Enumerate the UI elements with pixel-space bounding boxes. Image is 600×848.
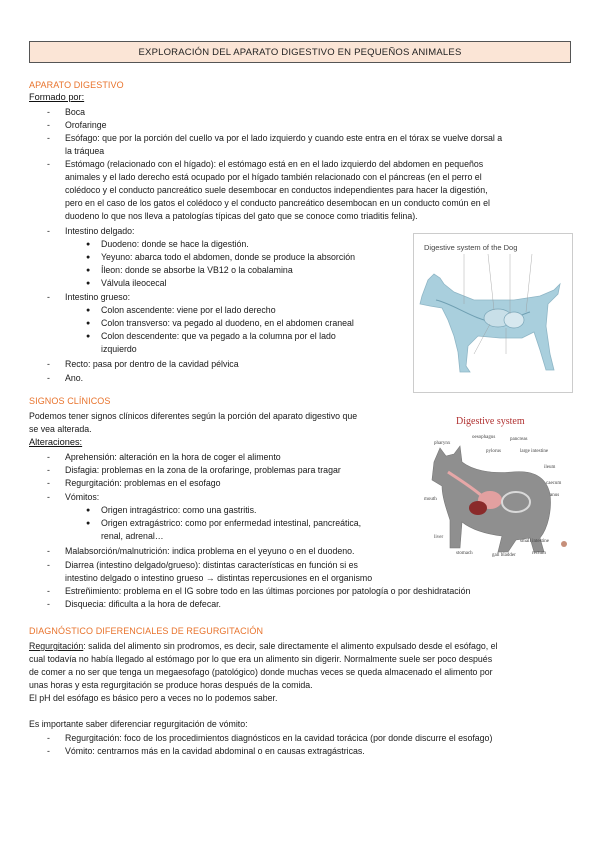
- label-pancreas: pancreas: [510, 437, 528, 442]
- formado-por-label: Formado por:: [29, 92, 85, 102]
- label-caecum: caecum: [546, 481, 562, 486]
- list-item: Vómito: centrarnos más en la cavidad abdominal o en causas extragástricas.: [65, 746, 365, 756]
- dot-bullet: ●: [86, 241, 91, 248]
- dash-bullet: -: [47, 733, 50, 743]
- regurgitacion-def-text: : salida del alimento sin prodromos, es decir, sale directamente el alimento expulsado desde el esófago, el: [83, 641, 498, 651]
- list-item-cont: duodeno lo que nos lleva a patologías típicas del gato que se conoce como triaditis felina).: [65, 211, 418, 221]
- list-item: Ano.: [65, 373, 84, 383]
- sub-item: Íleon: donde se absorbe la VB12 o la cobalamina: [101, 265, 293, 275]
- dash-bullet: -: [47, 465, 50, 475]
- list-item: Vómitos:: [65, 492, 100, 502]
- cat-digestive-figure: [420, 410, 574, 570]
- dash-bullet: -: [47, 492, 50, 502]
- list-item: Aprehensión: alteración en la hora de coger el alimento: [65, 452, 281, 462]
- paragraph-line: cual todavía no había llegado al estómago por lo que era un alimento sin digerir. Normalmente suele ser poco después: [29, 654, 493, 664]
- list-item: Estómago (relacionado con el hígado): el estómago está en en el lado izquierdo del abdomen en pequeños: [65, 159, 484, 169]
- label-liver: liver: [434, 535, 444, 540]
- cat-illustration: [420, 410, 574, 570]
- list-item-cont: animales y el lado derecho está ocupado por el hígado también relacionado con el páncreas (en el perro el: [65, 172, 482, 182]
- list-item: Estreñimiento: problema en el IG sobre todo en las últimas porciones por patología o por deshidratación: [65, 586, 471, 596]
- signos-intro: Podemos tener signos clínicos diferentes según la porción del aparato digestivo que: [29, 411, 358, 421]
- dot-bullet: ●: [86, 520, 91, 527]
- dash-bullet: -: [47, 746, 50, 756]
- sub-item-cont: renal, adrenal…: [101, 531, 164, 541]
- dot-bullet: ●: [86, 254, 91, 261]
- section-heading-diagnostico: DIAGNÓSTICO DIFERENCIALES DE REGURGITACIÓN: [29, 626, 264, 636]
- label-large-intestine: large intestine: [520, 449, 549, 454]
- label-ileum: ileum: [544, 465, 556, 470]
- label-anus: anus: [550, 493, 560, 498]
- regurgitacion-def: [29, 640, 573, 653]
- list-item: Disquecia: dificulta a la hora de defecar.: [65, 599, 221, 609]
- dash-bullet: -: [47, 292, 50, 302]
- paragraph-line: de comer a no ser que tenga un megaesofago (patológico) donde muchas veces se queda almacenado el alimento por: [29, 667, 493, 677]
- regurgitacion-term: Regurgitación: [29, 641, 84, 651]
- dot-bullet: ●: [86, 507, 91, 514]
- dog-illustration: [414, 234, 572, 392]
- sub-item-cont: izquierdo: [101, 344, 137, 354]
- list-item: Disfagia: problemas en la zona de la orofaringe, problemas para tragar: [65, 465, 341, 475]
- dash-bullet: -: [47, 133, 50, 143]
- section-heading-aparato: APARATO DIGESTIVO: [29, 80, 124, 90]
- list-item: Regurgitación: problemas en el esofago: [65, 478, 221, 488]
- label-oesophagus: oesophagus: [472, 435, 496, 440]
- dash-bullet: -: [47, 107, 50, 117]
- dot-bullet: ●: [86, 320, 91, 327]
- dash-bullet: -: [47, 546, 50, 556]
- list-item-cont: intestino delgado o intestino grueso → distintas repercusiones en el organismo: [65, 573, 373, 583]
- list-item: Regurgitación: foco de los procedimientos diagnósticos en la cavidad torácica (por donde discurre el esofago): [65, 733, 493, 743]
- label-small-intestine: small intestine: [520, 539, 550, 544]
- list-item: Malabsorción/malnutrición: indica problema en el yeyuno o en el duodeno.: [65, 546, 355, 556]
- sub-item: Origen intragástrico: como una gastritis.: [101, 505, 257, 515]
- dash-bullet: -: [47, 560, 50, 570]
- dash-bullet: -: [47, 478, 50, 488]
- dot-bullet: ●: [86, 307, 91, 314]
- sub-item: Colon ascendente: viene por el lado derecho: [101, 305, 276, 315]
- list-item-cont: pero en el caso de los gatos el colédoco y el conducto pancreático desembocan en un conducto común en el: [65, 198, 490, 208]
- list-item: Esófago: que por la porción del cuello va por el lado izquierdo y cuando este entra en el tórax se vuelve dorsal a: [65, 133, 503, 143]
- dash-bullet: -: [47, 586, 50, 596]
- dash-bullet: -: [47, 599, 50, 609]
- sub-item: Colon descendente: que va pegado a la columna por el lado: [101, 331, 336, 341]
- list-item: Intestino delgado:: [65, 226, 135, 236]
- cat-figure-caption: Digestive system: [456, 416, 525, 427]
- label-mouth: mouth: [424, 497, 437, 502]
- dot-bullet: ●: [86, 280, 91, 287]
- dash-bullet: -: [47, 452, 50, 462]
- dash-bullet: -: [47, 120, 50, 130]
- page-title: EXPLORACIÓN DEL APARATO DIGESTIVO EN PEQUEÑOS ANIMALES: [29, 41, 571, 63]
- list-item-cont: colédoco y el conducto pancreático suele desembocar en conductos independientes para hacer la digestión,: [65, 185, 488, 195]
- list-item: Recto: pasa por dentro de la cavidad pélvica: [65, 359, 239, 369]
- list-item: Diarrea (intestino delgado/grueso): distintas características en función si es: [65, 560, 358, 570]
- dash-bullet: -: [47, 159, 50, 169]
- dot-bullet: ●: [86, 267, 91, 274]
- signos-intro-cont: se vea alterada.: [29, 424, 92, 434]
- list-item: Orofaringe: [65, 120, 107, 130]
- sub-item: Origen extragástrico: como por enfermedad intestinal, pancreática,: [101, 518, 362, 528]
- sub-item: Colon transverso: va pegado al duodeno, en el abdomen craneal: [101, 318, 354, 328]
- label-pharynx: pharynx: [434, 441, 451, 446]
- list-item-cont: la tráquea: [65, 146, 105, 156]
- dash-bullet: -: [47, 226, 50, 236]
- label-gall-bladder: gall bladder: [492, 553, 516, 558]
- list-item: Boca: [65, 107, 86, 117]
- dash-bullet: -: [47, 359, 50, 369]
- paragraph-line: unas horas y esta regurgitación se produce horas después de la comida.: [29, 680, 313, 690]
- sub-item: Yeyuno: abarca todo el abdomen, donde se produce la absorción: [101, 252, 355, 262]
- dog-digestive-figure: [413, 233, 573, 393]
- sub-item: Válvula ileocecal: [101, 278, 167, 288]
- label-pylorus: pylorus: [486, 449, 501, 454]
- paragraph-line: Es importante saber diferenciar regurgitación de vómito:: [29, 719, 248, 729]
- dog-figure-caption: Digestive system of the Dog: [424, 243, 518, 252]
- section-heading-signos: SIGNOS CLÍNICOS: [29, 396, 111, 406]
- label-rectum: rectum: [532, 551, 546, 556]
- dot-bullet: ●: [86, 333, 91, 340]
- sub-item: Duodeno: donde se hace la digestión.: [101, 239, 249, 249]
- alteraciones-label: Alteraciones:: [29, 437, 83, 447]
- label-stomach: stomach: [456, 551, 473, 556]
- dash-bullet: -: [47, 373, 50, 383]
- list-item: Intestino grueso:: [65, 292, 131, 302]
- paragraph-line: El pH del esófago es básico pero a veces no lo podemos saber.: [29, 693, 278, 703]
